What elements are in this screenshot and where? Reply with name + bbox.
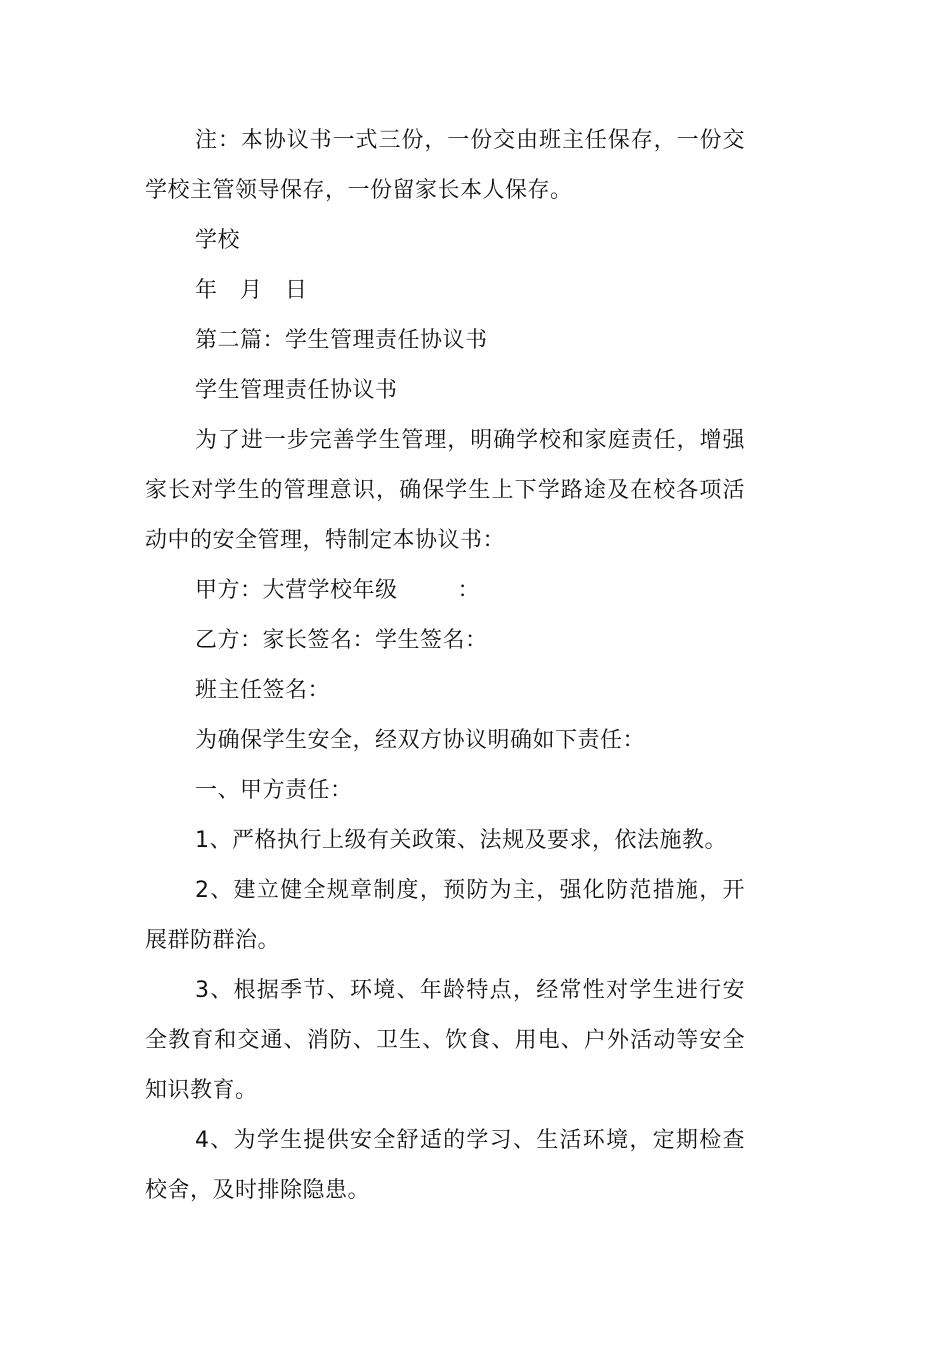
preamble-paragraph: 为了进一步完善学生管理，明确学校和家庭责任，增强家长对学生的管理意识，确保学生上下学路途及在校各项活动中的安全管理，特制定本协议书：: [145, 428, 745, 553]
school-label: 学校: [195, 228, 241, 253]
responsibility-item-3: 3、根据季节、环境、年龄特点，经常性对学生进行安全教育和交通、消防、卫生、饮食、用电、户外活动等安全知识教育。: [145, 978, 745, 1103]
section-heading: 第二篇：学生管理责任协议书: [195, 328, 488, 353]
agreement-title: 学生管理责任协议书: [195, 378, 398, 403]
responsibility-item-1: 1、严格执行上级有关政策、法规及要求，依法施教。: [195, 828, 727, 853]
note-paragraph: 注：本协议书一式三份，一份交由班主任保存，一份交学校主管领导保存，一份留家长本人保存。: [145, 128, 745, 203]
party-a-line: 甲方：大营学校年级 ：: [195, 578, 480, 603]
responsibility-item-2: 2、建立健全规章制度，预防为主，强化防范措施，开展群防群治。: [145, 878, 745, 953]
date-line: 年 月 日: [195, 278, 308, 303]
party-a-responsibility-heading: 一、甲方责任：: [195, 778, 353, 803]
responsibility-intro: 为确保学生安全，经双方协议明确如下责任：: [195, 728, 646, 753]
responsibility-item-4: 4、为学生提供安全舒适的学习、生活环境，定期检查校舍，及时排除隐患。: [145, 1128, 745, 1203]
party-b-line: 乙方：家长签名：学生签名：: [195, 628, 488, 653]
teacher-signature-line: 班主任签名：: [195, 678, 331, 703]
